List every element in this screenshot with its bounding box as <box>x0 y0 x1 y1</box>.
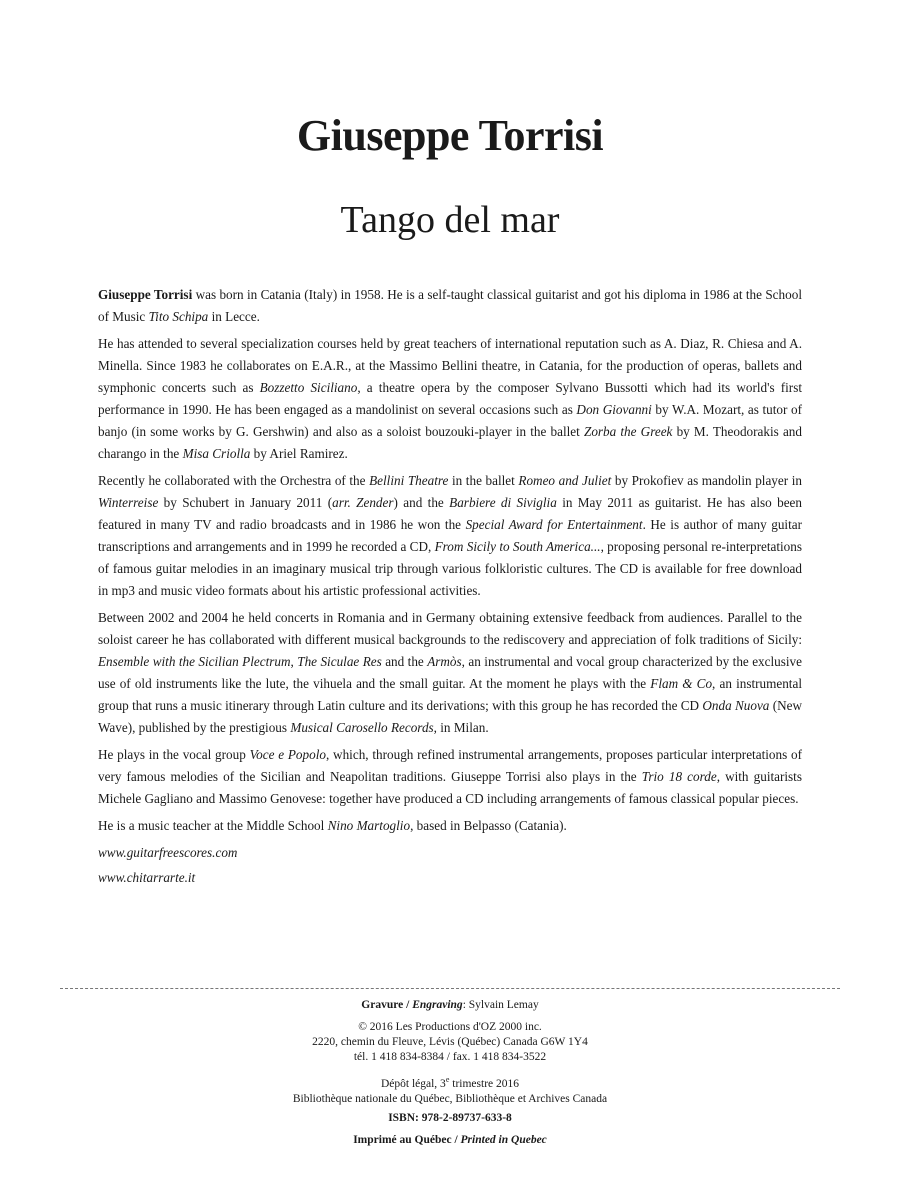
website-link-chitarrarte[interactable]: www.chitarrarte.it <box>98 870 196 885</box>
bio-paragraph-3: Recently he collaborated with the Orchestra of the Bellini Theatre in the ballet Romeo and Juliet by Prokofiev as mandolin player in Winterreise by Schubert in January 2011 (arr. Zender) and the Barbiere di Siviglia in May 2011 as guitarist. He has also been featured in many TV and radio broadcasts and in 1986 he won the Special Award for Entertainment. He is author of many guitar transcriptions and arrangements and in 1999 he recorded a CD, From Sicily to South America..., proposing personal re-interpretations of famous guitar melodies in an imaginary musical trip through various folkloristic cultures. The CD is available for free download in mp3 and music video formats about his artistic professional activities. <box>98 473 803 598</box>
bio-paragraph-5: He plays in the vocal group Voce e Popolo, which, through refined instrumental arrangements, proposes particular interpretations of very famous melodies of the Sicilian and Neapolitan traditions. Giuseppe Torrisi also plays in the Trio 18 corde, with guitarists Michele Gagliano and Massimo Genovese: together have produced a CD including arrangements of famous classical popular pieces. <box>98 747 802 806</box>
isbn: ISBN: 978-2-89737-633-8 <box>388 1111 512 1124</box>
printed-in: Imprimé au Québec / Printed in Quebec <box>353 1133 547 1146</box>
website-link-guitarfreescores[interactable]: www.guitarfreescores.com <box>98 845 238 860</box>
bio-paragraph-4: Between 2002 and 2004 he held concerts in Romania and in Germany obtaining extensive feedback from audiences. Parallel to the soloist career he has collaborated with different musical backgrounds to the rediscovery and appreciation of folk traditions of Sicily: Ensemble with the Sicilian Plectrum, The Siculae Res and the Armòs, an instrumental and vocal group characterized by the exclusive use of old instruments like the lute, the vihuela and the small guitar. At the moment he plays with the Flam & Co, an instrumental group that runs a music itinerary through Latin culture and its derivations; with this group he has recorded the CD Onda Nuova (New Wave), published by the prestigious Musical Carosello Records, in Milan. <box>98 610 803 735</box>
bio-paragraph-6: He is a music teacher at the Middle School Nino Martoglio, based in Belpasso (Catania). <box>98 818 567 833</box>
biography <box>98 284 802 892</box>
engraving-credit: Gravure / Engraving: Sylvain Lemay <box>361 999 539 1011</box>
publisher-address: 2220, chemin du Fleuve, Lévis (Québec) Canada G6W 1Y4 <box>312 1036 588 1048</box>
bio-paragraph-2: He has attended to several specialization courses held by great teachers of international reputation such as A. Diaz, R. Chiesa and A. Minella. Since 1983 he collaborates on E.A.R., at the Massimo Bellini theatre, in Catania, for the production of operas, ballets and symphonic concerts such as Bozzetto Siciliano, a theatre opera by the composer Sylvano Bussotti which had its world's first performance in 1990. He has been engaged as a mandolinist on several occasions such as Don Giovanni by W.A. Mozart, as tutor of banjo (in some works by G. Gershwin) and also as a soloist bouzouki-player in the ballet Zorba the Greek by M. Theodorakis and charango in the Misa Criolla by Ariel Ramirez. <box>98 336 802 461</box>
bio-name: Giuseppe Torrisi <box>98 287 193 302</box>
piece-title: Tango del mar <box>340 199 560 241</box>
composer-name: Giuseppe Torrisi <box>296 111 604 160</box>
divider <box>60 988 840 989</box>
publisher-phone: tél. 1 418 834-8384 / fax. 1 418 834-3522 <box>353 1051 547 1063</box>
library-credit: Bibliothèque nationale du Québec, Bibliothèque et Archives Canada <box>292 1092 608 1105</box>
colophon <box>0 998 900 1148</box>
legal-deposit: Dépôt légal, 3e trimestre 2016 <box>380 1075 519 1090</box>
copyright: © 2016 Les Productions d'OZ 2000 inc. <box>358 1021 542 1033</box>
bio-paragraph-1: Giuseppe Torrisi was born in Catania (Italy) in 1958. He is a self-taught classical guitarist and got his diploma in 1986 at the School of Music Tito Schipa in Lecce. <box>98 287 802 324</box>
